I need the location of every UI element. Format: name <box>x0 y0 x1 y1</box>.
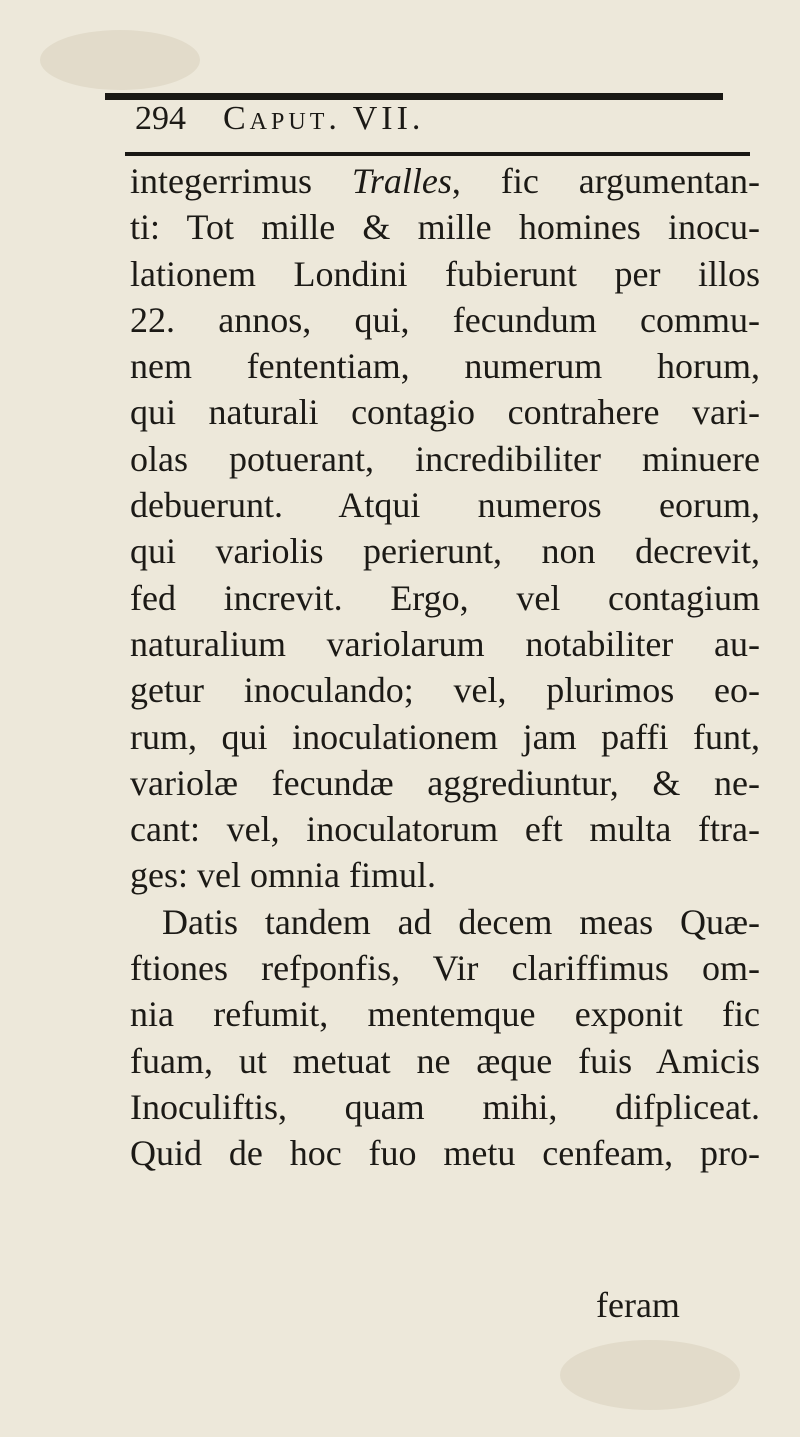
text-line: olas potuerant, incredibiliter minuere <box>130 438 760 479</box>
paper-stain <box>560 1340 740 1410</box>
text-line: Datis tandem ad decem meas Quæ- <box>162 901 760 942</box>
running-head: Caput. VII. <box>223 100 425 137</box>
page-header <box>135 100 755 150</box>
text-line: fuam, ut metuat ne æque fuis Amicis <box>130 1040 760 1081</box>
text-line: naturalium variolarum notabiliter au- <box>130 623 760 664</box>
text-line: Inoculiftis, quam mihi, difpliceat. <box>130 1086 760 1127</box>
text-line: nia refumit, mentemque exponit fic <box>130 994 760 1035</box>
text-line: 22. annos, qui, fecundum commu- <box>130 299 760 340</box>
text-line: cant: vel, inoculatorum eft multa ftra- <box>130 809 760 850</box>
text-line: fed increvit. Ergo, vel contagium <box>130 577 760 618</box>
text-line: Quid de hoc fuo metu cenfeam, pro- <box>130 1133 760 1174</box>
text-line: variolæ fecundæ aggrediuntur, & ne- <box>130 762 760 803</box>
text-line: ti: Tot mille & mille homines inocu- <box>130 207 760 248</box>
catchword: feram <box>596 1285 680 1325</box>
text-line: lationem Londini fubierunt per illos <box>130 253 760 294</box>
text-line: ges: vel omnia fimul. <box>130 855 436 896</box>
text-line: debuerunt. Atqui numeros eorum, <box>130 485 760 526</box>
page-number: 294 <box>135 100 186 137</box>
text-line: rum, qui inoculationem jam paffi funt, <box>130 716 760 757</box>
text-line: getur inoculando; vel, plurimos eo- <box>130 670 760 711</box>
text-line: ftiones refponfis, Vir clariffimus om- <box>130 948 760 989</box>
paper-stain <box>40 30 200 90</box>
body-text <box>130 158 760 1177</box>
text-line: qui variolis perierunt, non decrevit, <box>130 531 760 572</box>
text-line: qui naturali contagio contrahere vari- <box>130 392 760 433</box>
text-line: integerrimus Tralles, fic argumentan- <box>130 161 760 201</box>
header-rule-top <box>105 93 723 100</box>
text-line: nem fententiam, numerum horum, <box>130 346 760 387</box>
header-rule-bottom <box>125 152 750 156</box>
italic-name: Tralles <box>351 161 452 201</box>
